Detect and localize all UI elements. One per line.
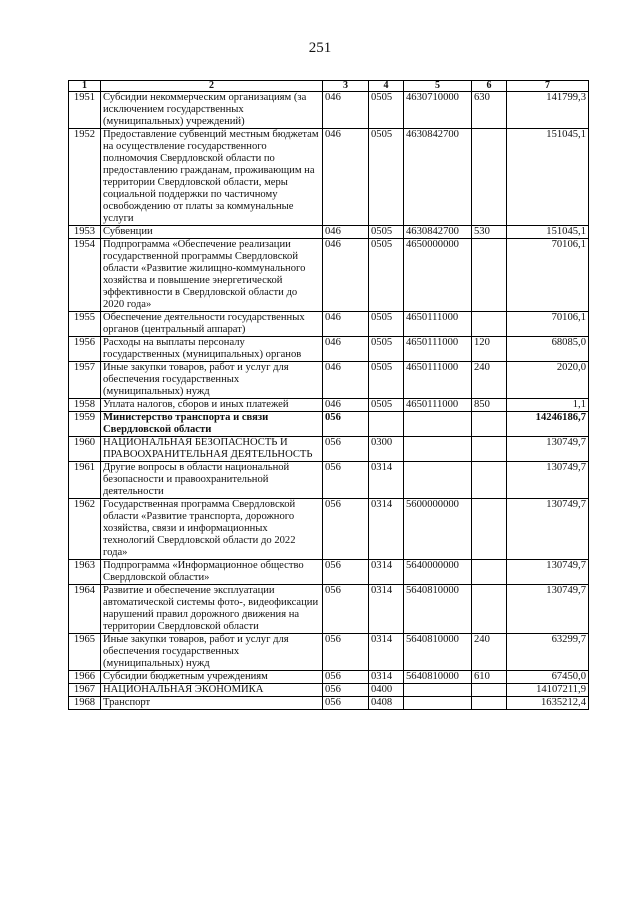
row-code-target bbox=[404, 437, 472, 462]
table-row bbox=[69, 312, 589, 337]
table-row bbox=[69, 684, 589, 697]
row-number: 1955 bbox=[69, 312, 101, 337]
row-code-ministry: 046 bbox=[323, 92, 369, 129]
row-code-ministry: 056 bbox=[323, 462, 369, 499]
row-number: 1953 bbox=[69, 226, 101, 239]
row-number: 1962 bbox=[69, 499, 101, 560]
row-name: Государственная программа Свердловской области «Развитие транспорта, дорожного хозяйства, связи и информационных технологий Свердловской области до 2022 года» bbox=[101, 499, 323, 560]
row-code-expense-type: 850 bbox=[472, 399, 507, 412]
row-number: 1956 bbox=[69, 337, 101, 362]
table-row bbox=[69, 226, 589, 239]
row-code-section: 0408 bbox=[369, 697, 404, 710]
column-header: 3 bbox=[323, 81, 369, 92]
row-code-target bbox=[404, 697, 472, 710]
row-code-section: 0314 bbox=[369, 634, 404, 671]
table-row bbox=[69, 671, 589, 684]
row-code-ministry: 046 bbox=[323, 399, 369, 412]
table-row bbox=[69, 337, 589, 362]
table-header-row bbox=[69, 81, 589, 92]
row-number: 1963 bbox=[69, 560, 101, 585]
row-name: Иные закупки товаров, работ и услуг для обеспечения государственных (муниципальных) нужд bbox=[101, 362, 323, 399]
row-code-ministry: 056 bbox=[323, 634, 369, 671]
row-amount: 130749,7 bbox=[507, 462, 589, 499]
row-name: НАЦИОНАЛЬНАЯ ЭКОНОМИКА bbox=[101, 684, 323, 697]
row-code-expense-type bbox=[472, 129, 507, 226]
row-number: 1951 bbox=[69, 92, 101, 129]
row-code-section: 0505 bbox=[369, 239, 404, 312]
row-number: 1958 bbox=[69, 399, 101, 412]
row-code-ministry: 056 bbox=[323, 671, 369, 684]
table-row bbox=[69, 697, 589, 710]
row-name: Субсидии бюджетным учреждениям bbox=[101, 671, 323, 684]
row-code-section: 0314 bbox=[369, 560, 404, 585]
row-amount: 151045,1 bbox=[507, 129, 589, 226]
row-code-ministry: 056 bbox=[323, 412, 369, 437]
row-code-section: 0314 bbox=[369, 462, 404, 499]
row-code-target bbox=[404, 412, 472, 437]
row-code-section: 0314 bbox=[369, 585, 404, 634]
row-name: Подпрограмма «Обеспечение реализации государственной программы Свердловской области «Развитие жилищно-коммунального хозяйства и повышение энергетической эффективности в Свердловской области до 2020 года» bbox=[101, 239, 323, 312]
row-code-section: 0314 bbox=[369, 671, 404, 684]
row-amount: 63299,7 bbox=[507, 634, 589, 671]
row-number: 1957 bbox=[69, 362, 101, 399]
row-code-section: 0505 bbox=[369, 399, 404, 412]
row-code-section: 0505 bbox=[369, 337, 404, 362]
row-number: 1959 bbox=[69, 412, 101, 437]
row-number: 1964 bbox=[69, 585, 101, 634]
table-row bbox=[69, 634, 589, 671]
row-amount: 130749,7 bbox=[507, 560, 589, 585]
page-number: 251 bbox=[308, 40, 332, 56]
row-code-expense-type bbox=[472, 437, 507, 462]
table-row bbox=[69, 399, 589, 412]
row-code-expense-type bbox=[472, 412, 507, 437]
row-amount: 2020,0 bbox=[507, 362, 589, 399]
row-code-target: 4650111000 bbox=[404, 312, 472, 337]
row-code-section: 0300 bbox=[369, 437, 404, 462]
row-code-expense-type bbox=[472, 499, 507, 560]
row-name: Иные закупки товаров, работ и услуг для обеспечения государственных (муниципальных) нужд bbox=[101, 634, 323, 671]
table-row bbox=[69, 585, 589, 634]
row-number: 1954 bbox=[69, 239, 101, 312]
row-code-expense-type bbox=[472, 462, 507, 499]
row-code-target: 4630842700 bbox=[404, 129, 472, 226]
column-header: 1 bbox=[69, 81, 101, 92]
row-code-expense-type: 240 bbox=[472, 634, 507, 671]
row-code-target: 5640810000 bbox=[404, 671, 472, 684]
row-name: Обеспечение деятельности государственных органов (центральный аппарат) bbox=[101, 312, 323, 337]
row-code-expense-type bbox=[472, 560, 507, 585]
row-name: Другие вопросы в области национальной безопасности и правоохранительной деятельности bbox=[101, 462, 323, 499]
row-name: Предоставление субвенций местным бюджетам на осуществление государственного полномочия Свердловской области по предоставлению гражданам, проживающим на территории Свердловской области, меры социальной поддержки по частичному освобождению от платы за коммунальные услуги bbox=[101, 129, 323, 226]
table-row bbox=[69, 239, 589, 312]
row-code-target: 4650111000 bbox=[404, 337, 472, 362]
row-name: Расходы на выплаты персоналу государственных (муниципальных) органов bbox=[101, 337, 323, 362]
row-code-expense-type: 630 bbox=[472, 92, 507, 129]
row-code-expense-type bbox=[472, 312, 507, 337]
row-name: Субсидии некоммерческим организациям (за исключением государственных (муниципальных) учреждений) bbox=[101, 92, 323, 129]
table-row bbox=[69, 412, 589, 437]
row-code-target: 4650111000 bbox=[404, 399, 472, 412]
table-row bbox=[69, 362, 589, 399]
row-code-expense-type bbox=[472, 684, 507, 697]
row-amount: 1635212,4 bbox=[507, 697, 589, 710]
budget-table bbox=[68, 80, 589, 710]
table-row bbox=[69, 92, 589, 129]
row-code-expense-type bbox=[472, 239, 507, 312]
column-header: 7 bbox=[507, 81, 589, 92]
row-amount: 70106,1 bbox=[507, 239, 589, 312]
row-name: НАЦИОНАЛЬНАЯ БЕЗОПАСНОСТЬ И ПРАВООХРАНИТЕЛЬНАЯ ДЕЯТЕЛЬНОСТЬ bbox=[101, 437, 323, 462]
column-header: 6 bbox=[472, 81, 507, 92]
table-row bbox=[69, 462, 589, 499]
row-amount: 67450,0 bbox=[507, 671, 589, 684]
row-amount: 70106,1 bbox=[507, 312, 589, 337]
row-code-target: 4650111000 bbox=[404, 362, 472, 399]
row-code-ministry: 056 bbox=[323, 437, 369, 462]
row-amount: 1,1 bbox=[507, 399, 589, 412]
row-code-section: 0400 bbox=[369, 684, 404, 697]
table-row bbox=[69, 437, 589, 462]
row-code-expense-type: 610 bbox=[472, 671, 507, 684]
row-code-ministry: 056 bbox=[323, 560, 369, 585]
row-code-ministry: 046 bbox=[323, 337, 369, 362]
row-code-ministry: 056 bbox=[323, 697, 369, 710]
row-code-target: 5640810000 bbox=[404, 634, 472, 671]
row-code-section: 0505 bbox=[369, 226, 404, 239]
row-number: 1960 bbox=[69, 437, 101, 462]
row-code-ministry: 046 bbox=[323, 129, 369, 226]
row-code-target: 4630710000 bbox=[404, 92, 472, 129]
row-name: Транспорт bbox=[101, 697, 323, 710]
row-name: Уплата налогов, сборов и иных платежей bbox=[101, 399, 323, 412]
row-code-target: 4630842700 bbox=[404, 226, 472, 239]
row-code-target bbox=[404, 462, 472, 499]
column-header: 2 bbox=[101, 81, 323, 92]
row-code-ministry: 046 bbox=[323, 312, 369, 337]
row-name: Развитие и обеспечение эксплуатации автоматической системы фото-, видеофиксации нарушений правил дорожного движения на территории Свердловской области bbox=[101, 585, 323, 634]
table-row bbox=[69, 499, 589, 560]
row-code-ministry: 056 bbox=[323, 499, 369, 560]
row-code-target: 5640810000 bbox=[404, 585, 472, 634]
row-code-ministry: 046 bbox=[323, 226, 369, 239]
row-amount: 141799,3 bbox=[507, 92, 589, 129]
row-code-target bbox=[404, 684, 472, 697]
row-code-target: 5640000000 bbox=[404, 560, 472, 585]
column-header: 5 bbox=[404, 81, 472, 92]
row-number: 1952 bbox=[69, 129, 101, 226]
row-code-section: 0314 bbox=[369, 499, 404, 560]
table-row bbox=[69, 560, 589, 585]
row-code-ministry: 046 bbox=[323, 362, 369, 399]
row-code-section bbox=[369, 412, 404, 437]
row-code-section: 0505 bbox=[369, 312, 404, 337]
row-code-section: 0505 bbox=[369, 92, 404, 129]
row-amount: 14107211,9 bbox=[507, 684, 589, 697]
row-code-expense-type bbox=[472, 585, 507, 634]
row-code-ministry: 046 bbox=[323, 239, 369, 312]
row-name: Субвенции bbox=[101, 226, 323, 239]
row-amount: 151045,1 bbox=[507, 226, 589, 239]
row-amount: 14246186,7 bbox=[507, 412, 589, 437]
row-code-section: 0505 bbox=[369, 129, 404, 226]
row-code-expense-type: 240 bbox=[472, 362, 507, 399]
row-code-expense-type: 120 bbox=[472, 337, 507, 362]
row-code-target: 5600000000 bbox=[404, 499, 472, 560]
row-number: 1965 bbox=[69, 634, 101, 671]
row-code-ministry: 056 bbox=[323, 585, 369, 634]
row-code-expense-type bbox=[472, 697, 507, 710]
row-amount: 130749,7 bbox=[507, 437, 589, 462]
row-code-section: 0505 bbox=[369, 362, 404, 399]
column-header: 4 bbox=[369, 81, 404, 92]
row-code-ministry: 056 bbox=[323, 684, 369, 697]
row-amount: 68085,0 bbox=[507, 337, 589, 362]
row-code-expense-type: 530 bbox=[472, 226, 507, 239]
table-row bbox=[69, 129, 589, 226]
row-number: 1967 bbox=[69, 684, 101, 697]
row-amount: 130749,7 bbox=[507, 499, 589, 560]
row-code-target: 4650000000 bbox=[404, 239, 472, 312]
row-number: 1968 bbox=[69, 697, 101, 710]
row-name: Министерство транспорта и связи Свердловской области bbox=[101, 412, 323, 437]
row-amount: 130749,7 bbox=[507, 585, 589, 634]
row-number: 1966 bbox=[69, 671, 101, 684]
row-name: Подпрограмма «Информационное общество Свердловской области» bbox=[101, 560, 323, 585]
row-number: 1961 bbox=[69, 462, 101, 499]
